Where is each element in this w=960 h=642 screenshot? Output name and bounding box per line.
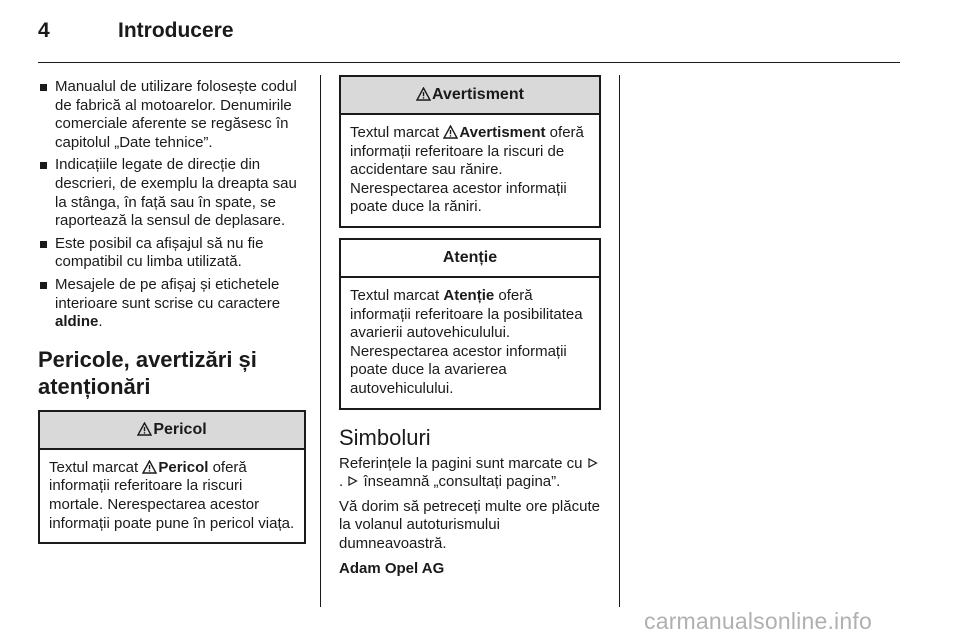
section-heading-hazards: Pericole, avertizări și atenționări: [38, 346, 257, 399]
warning-triangle-icon: [416, 87, 431, 101]
atentie-box-body: [341, 278, 599, 408]
avertisment-box-title: Avertisment: [432, 86, 524, 103]
list-item-text: Indicațiile legate de direcție din descrieri, de exemplu la dreapta sau la stânga, în față sau în spate, se raportează la sensul de deplasare.: [55, 156, 297, 230]
avertisment-text-start: Textul marcat: [350, 124, 444, 141]
warning-triangle-icon: [137, 422, 152, 436]
pericol-box: [38, 410, 306, 544]
pericol-text-end: oferă informații referitoare la riscuri mortale. Nerespectarea acestor informații poate pune în pericol viața.: [49, 458, 295, 532]
avertisment-box-header: [341, 77, 599, 115]
list-item: [38, 156, 306, 230]
watermark: carmanualsonline.info: [644, 608, 872, 634]
atentie-box: [339, 238, 601, 410]
signature-text: Adam Opel AG: [339, 559, 445, 577]
symbols-paragraph: [339, 455, 601, 492]
header-divider: [38, 62, 900, 63]
section-heading-symbols: Simboluri: [339, 424, 431, 450]
page-reference-arrow-icon: [348, 475, 358, 487]
symbols-text-end: înseamnă „consultați pagina”.: [359, 473, 561, 491]
avertisment-box: [339, 75, 601, 228]
left-column: [38, 78, 306, 544]
page-header-title: Introducere: [118, 19, 234, 42]
avertisment-keyword: Avertisment: [459, 124, 546, 141]
pericol-keyword: Pericol: [158, 458, 209, 476]
atentie-box-title: Atenție: [442, 248, 498, 266]
bullet-square-icon: [40, 282, 47, 289]
column-divider-right: [619, 75, 620, 607]
atentie-box-header: [341, 240, 599, 278]
symbols-text-middle: .: [339, 473, 348, 491]
atentie-text-start: Textul marcat: [350, 286, 444, 304]
pericol-box-header: [40, 412, 304, 450]
page-reference-arrow-icon: [588, 457, 598, 469]
list-item-text-end: .: [98, 313, 103, 331]
bullet-square-icon: [40, 84, 47, 91]
warning-triangle-icon: [142, 460, 157, 474]
pericol-box-title: Pericol: [153, 420, 207, 438]
list-item: [38, 276, 306, 332]
bullet-square-icon: [40, 241, 47, 248]
pericol-text-start: Textul marcat: [49, 458, 143, 476]
signature: [339, 560, 601, 579]
avertisment-text-end: oferă informații referitoare la riscuri de accidentare sau rănire. Nerespectarea acestor informații poate duce la răniri.: [350, 124, 584, 216]
warning-triangle-icon: [443, 125, 458, 139]
list-item: [38, 235, 306, 272]
pericol-box-body: [40, 450, 304, 542]
atentie-keyword: Atenție: [443, 286, 495, 304]
list-item: [38, 78, 306, 152]
list-item-text: Este posibil ca afișajul să nu fie compatibil cu limba utilizată.: [55, 234, 264, 271]
avertisment-box-body: [341, 115, 599, 226]
symbols-text-start: Referințele la pagini sunt marcate cu: [339, 454, 587, 472]
atentie-text-end: oferă informații referitoare la posibilitatea avarierii autovehiculului. Nerespectarea acestor informații poate duce la avarierea autovehiculului.: [350, 286, 583, 397]
bullet-square-icon: [40, 162, 47, 169]
closing-paragraph: Vă dorim să petreceți multe ore plăcute la volanul autoturismului dumneavoastră.: [339, 497, 600, 552]
list-item-text: Mesajele de pe afișaj și etichetele interioare sunt scrise cu caractere: [55, 275, 281, 312]
list-item-text: Manualul de utilizare folosește codul de fabrică al motoarelor. Denumirile comerciale aferente se regăsesc în capitolul „Date tehnice”.: [55, 78, 297, 151]
column-divider-left: [320, 75, 321, 607]
middle-column: [339, 75, 601, 584]
page-number: 4: [38, 19, 50, 42]
bullet-list: [38, 78, 306, 332]
list-item-bold: aldine: [55, 313, 99, 331]
